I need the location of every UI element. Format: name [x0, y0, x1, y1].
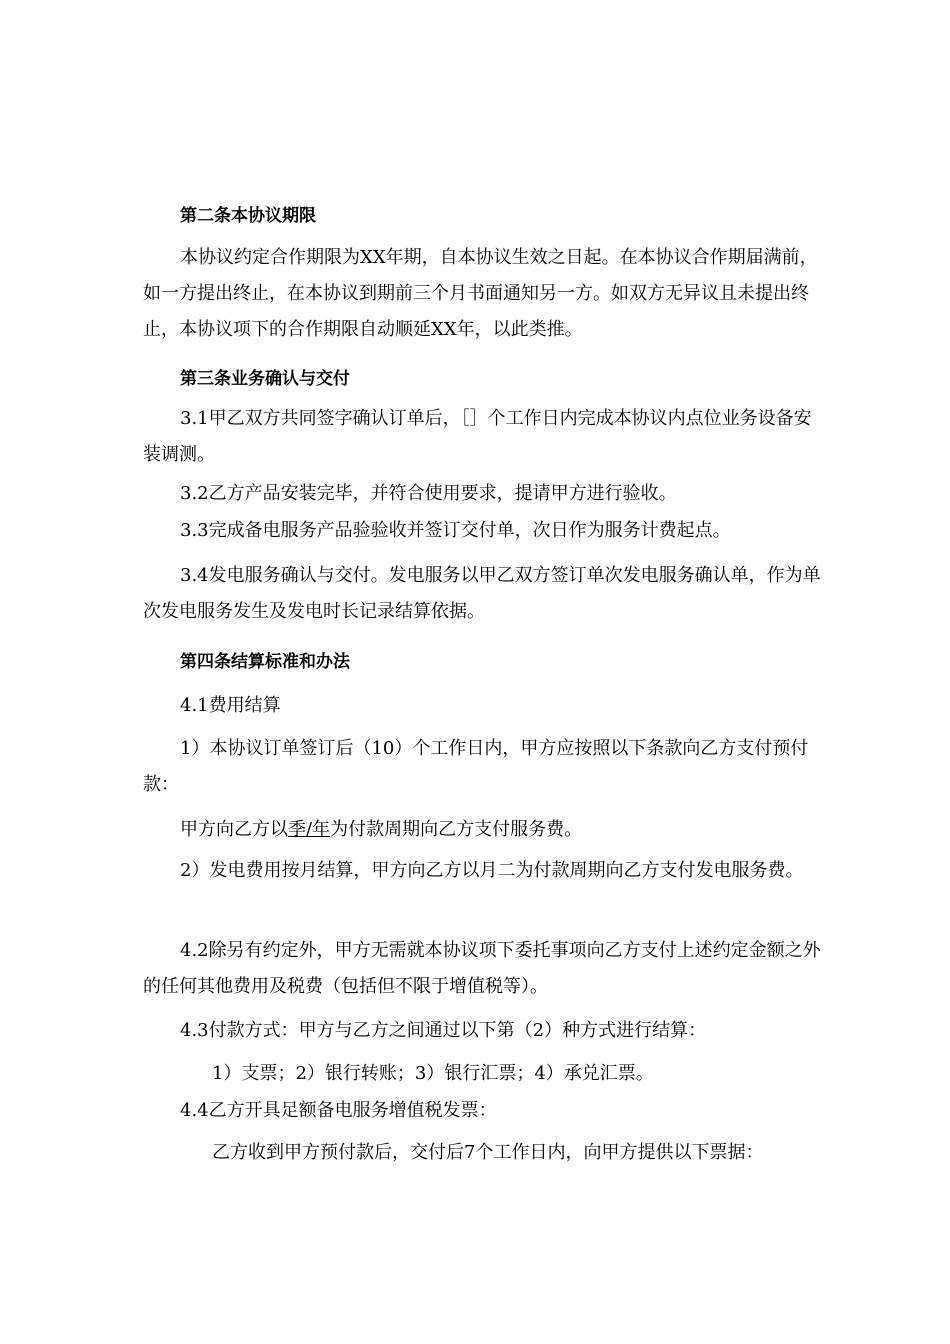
clause-4-4: 4.4乙方开具足额备电服务增值税发票： — [180, 1100, 497, 1121]
clause-4-2: 4.2除另有约定外，甲方无需就本协议项下委托事项向乙方支付上述约定金额之外的任何其他费用及税费（包括但不限于增值税等）。 — [143, 940, 821, 997]
clause-4-1-item-1: 1）本协议订单签订后（10）个工作日内，甲方应按照以下条款向乙方支付预付款： — [143, 738, 809, 795]
clause-3-4: 3.4发电服务确认与交付。发电服务以甲乙双方签订单次发电服务确认单，作为单次发电服务发生及发电时长记录结算依据。 — [143, 565, 821, 622]
article-2-paragraph: 本协议约定合作期限为XX年期，自本协议生效之日起。在本协议合作期届满前，如一方提出终止，在本协议到期前三个月书面通知另一方。如双方无异议且未提出终止，本协议项下的合作期限自动顺延XX年，以此类推。 — [143, 247, 818, 340]
article-2-heading: 第二条本协议期限 — [180, 206, 316, 226]
clause-3-2: 3.2乙方产品安装完毕，并符合使用要求，提请甲方进行验收。 — [180, 483, 677, 504]
payment-cycle-prefix: 甲方向乙方以 — [180, 819, 288, 840]
clause-4-1: 4.1费用结算 — [180, 695, 281, 716]
article-3-heading: 第三条业务确认与交付 — [180, 369, 350, 389]
clause-4-4-item: 乙方收到甲方预付款后，交付后7个工作日内，向甲方提供以下票据： — [212, 1142, 764, 1163]
clause-4-3-options: 1）支票；2）银行转账；3）银行汇票；4）承兑汇票。 — [212, 1063, 654, 1084]
clause-3-1: 3.1甲乙双方共同签字确认订单后，［］个工作日内完成本协议内点位业务设备安装调测。 — [143, 408, 812, 465]
payment-cycle-underlined: 季/年 — [288, 819, 331, 840]
clause-4-1-payment-cycle — [143, 812, 823, 848]
clause-4-3: 4.3付款方式：甲方与乙方之间通过以下第（2）种方式进行结算： — [180, 1020, 707, 1041]
payment-cycle-suffix: 为付款周期向乙方支付服务费。 — [330, 819, 583, 840]
article-4-heading: 第四条结算标准和办法 — [180, 652, 350, 672]
clause-3-3: 3.3完成备电服务产品验验收并签订交付单，次日作为服务计费起点。 — [180, 520, 731, 541]
clause-4-1-item-2: 2）发电费用按月结算，甲方向乙方以月二为付款周期向乙方支付发电服务费。 — [180, 860, 804, 881]
